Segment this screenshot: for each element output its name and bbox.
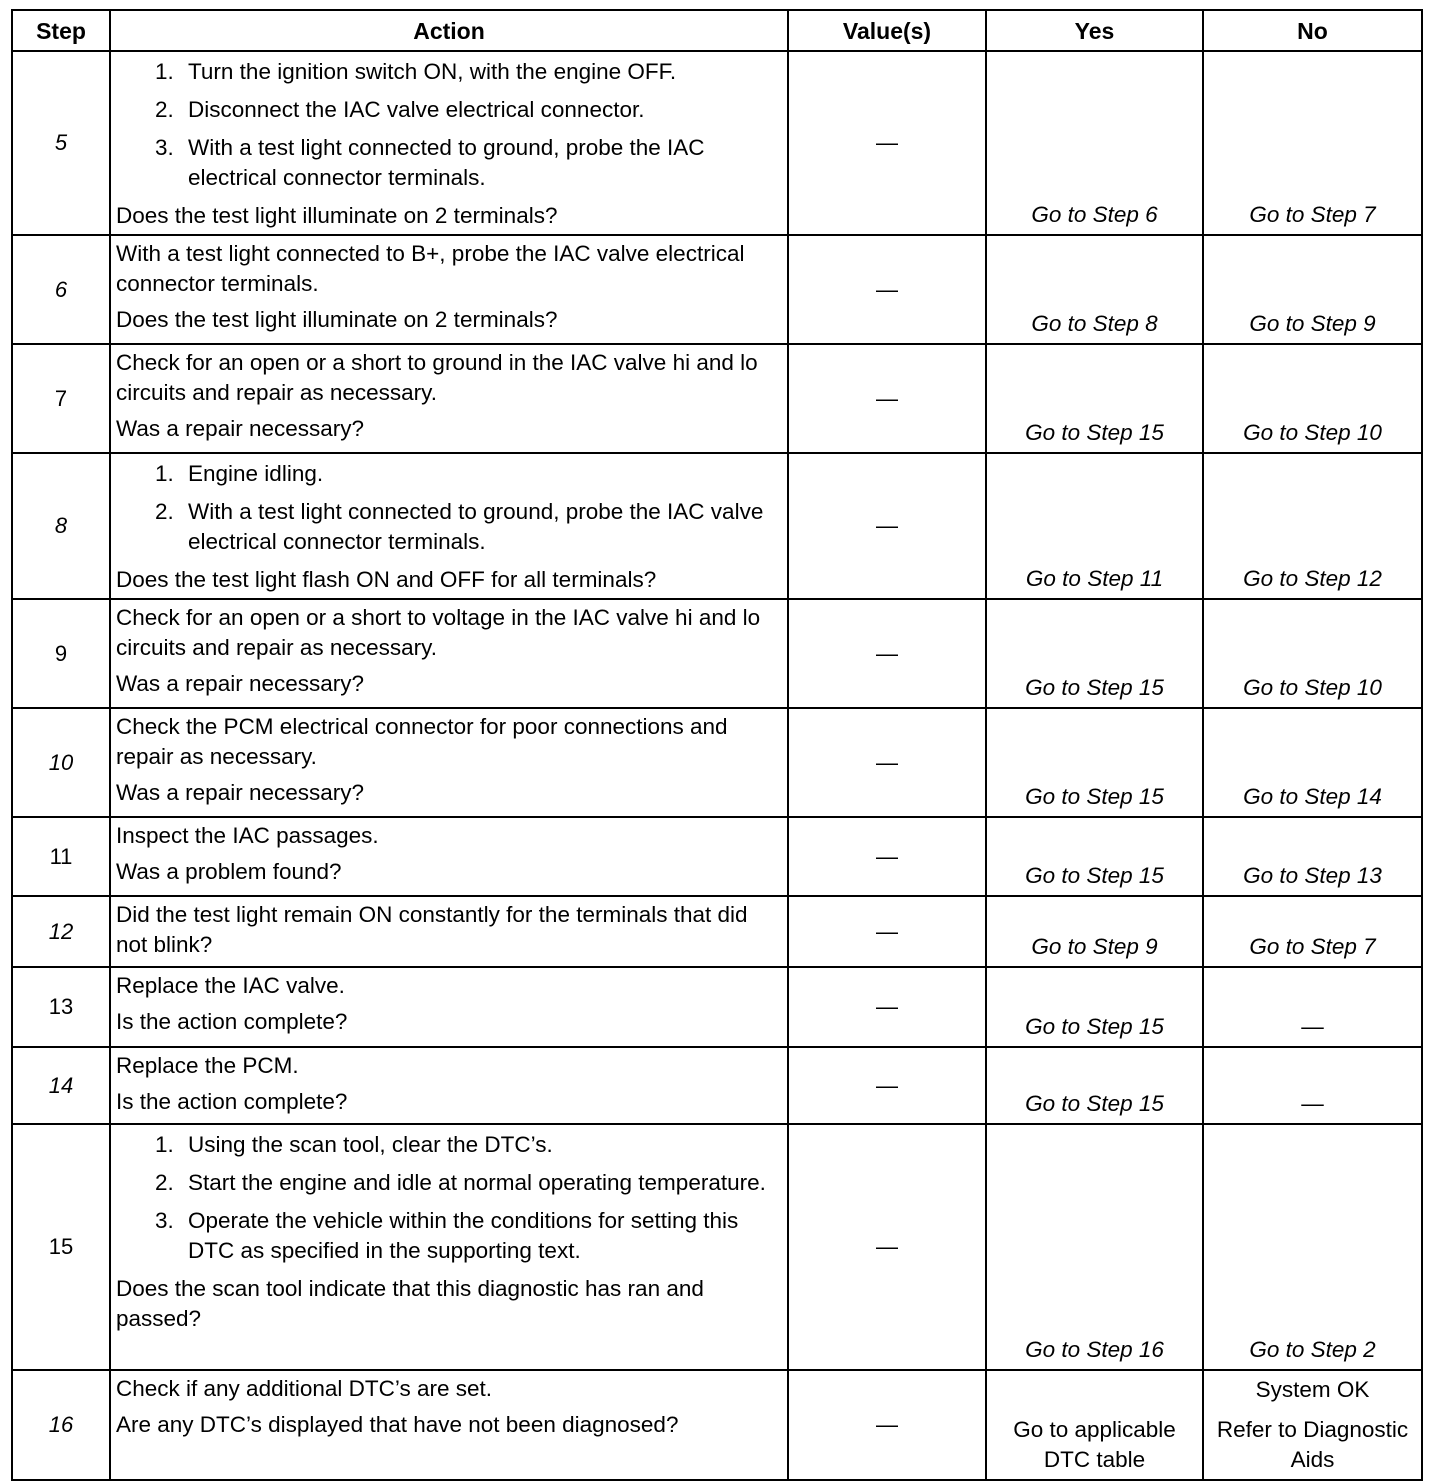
yes-cell: Go to Step 15: [986, 708, 1203, 817]
step-number: 11: [12, 817, 110, 896]
value-cell: —: [788, 453, 986, 599]
no-status: System OK: [1255, 1377, 1370, 1402]
no-cell: Go to Step 9: [1203, 235, 1422, 344]
no-cell: Go to Step 13: [1203, 817, 1422, 896]
action-question: Is the action complete?: [116, 1089, 348, 1114]
table-row: [12, 896, 1422, 967]
table-row: [12, 51, 1422, 235]
action-step: 2. With a test light connected to ground, probe the IAC valve electrical connector terminals.: [180, 497, 781, 557]
no-text: Refer to Diagnostic Aids: [1216, 1417, 1409, 1472]
yes-cell: Go to Step 15: [986, 344, 1203, 453]
action-cell: [110, 708, 788, 817]
step-number: 8: [12, 453, 110, 599]
action-cell: [110, 344, 788, 453]
action-cell: [110, 51, 788, 235]
yes-cell: [986, 1370, 1203, 1480]
action-text: Check for an open or a short to voltage in the IAC valve hi and lo circuits and repair as necessary.: [116, 605, 761, 660]
action-cell: [110, 453, 788, 599]
yes-cell: Go to Step 16: [986, 1124, 1203, 1370]
action-question: Does the test light illuminate on 2 terminals?: [116, 203, 558, 228]
yes-cell: Go to Step 6: [986, 51, 1203, 235]
step-number: 6: [12, 235, 110, 344]
table-row: [12, 599, 1422, 708]
action-cell: [110, 1047, 788, 1124]
header-no: No: [1203, 10, 1422, 51]
value-cell: —: [788, 1047, 986, 1124]
table-row: [12, 344, 1422, 453]
no-cell: Go to Step 7: [1203, 51, 1422, 235]
yes-cell: Go to Step 15: [986, 599, 1203, 708]
value-cell: —: [788, 1124, 986, 1370]
diagnostic-table: [11, 9, 1423, 1481]
action-step: 1. Engine idling.: [180, 459, 781, 489]
step-number: 13: [12, 967, 110, 1047]
action-text: Replace the PCM.: [116, 1053, 299, 1078]
yes-text: Go to applicable DTC table: [1013, 1417, 1176, 1472]
table-row: [12, 453, 1422, 599]
value-cell: —: [788, 235, 986, 344]
yes-cell: Go to Step 15: [986, 817, 1203, 896]
action-question: Was a problem found?: [116, 859, 342, 884]
action-cell: [110, 599, 788, 708]
yes-cell: Go to Step 8: [986, 235, 1203, 344]
action-step: 1. Turn the ignition switch ON, with the engine OFF.: [180, 57, 781, 87]
value-cell: —: [788, 51, 986, 235]
yes-cell: Go to Step 9: [986, 896, 1203, 967]
action-question: Is the action complete?: [116, 1009, 348, 1034]
table-row: [12, 967, 1422, 1047]
action-step: 2. Start the engine and idle at normal operating temperature.: [180, 1168, 781, 1198]
no-cell: —: [1203, 967, 1422, 1047]
step-number: 7: [12, 344, 110, 453]
action-question: Does the scan tool indicate that this diagnostic has ran and passed?: [116, 1276, 704, 1331]
action-question: Was a repair necessary?: [116, 780, 365, 805]
action-text: With a test light connected to B+, probe the IAC valve electrical connector terminals.: [116, 241, 745, 296]
table-row: [12, 817, 1422, 896]
yes-cell: Go to Step 15: [986, 1047, 1203, 1124]
action-question: Does the test light illuminate on 2 terminals?: [116, 307, 558, 332]
value-cell: —: [788, 708, 986, 817]
action-cell: [110, 817, 788, 896]
action-question: Are any DTC’s displayed that have not been diagnosed?: [116, 1412, 679, 1437]
value-cell: —: [788, 1370, 986, 1480]
header-row: [12, 10, 1422, 51]
action-text: Check if any additional DTC’s are set.: [116, 1376, 493, 1401]
action-step: 3. Operate the vehicle within the conditions for setting this DTC as specified in the supporting text.: [180, 1206, 781, 1266]
value-cell: —: [788, 967, 986, 1047]
action-cell: [110, 1370, 788, 1480]
action-step: 1. Using the scan tool, clear the DTC’s.: [180, 1130, 781, 1160]
step-number: 12: [12, 896, 110, 967]
action-steps: [116, 1130, 781, 1266]
step-number: 14: [12, 1047, 110, 1124]
action-cell: [110, 235, 788, 344]
no-cell: Go to Step 10: [1203, 599, 1422, 708]
action-question: Was a repair necessary?: [116, 416, 365, 441]
no-cell: Go to Step 7: [1203, 896, 1422, 967]
step-number: 15: [12, 1124, 110, 1370]
no-cell: Go to Step 2: [1203, 1124, 1422, 1370]
step-number: 5: [12, 51, 110, 235]
action-cell: [110, 967, 788, 1047]
step-number: 9: [12, 599, 110, 708]
yes-cell: Go to Step 15: [986, 967, 1203, 1047]
value-cell: —: [788, 896, 986, 967]
action-cell: [110, 1124, 788, 1370]
action-cell: [110, 896, 788, 967]
action-step: 2. Disconnect the IAC valve electrical connector.: [180, 95, 781, 125]
no-cell: Go to Step 14: [1203, 708, 1422, 817]
step-number: 16: [12, 1370, 110, 1480]
no-cell: Go to Step 10: [1203, 344, 1422, 453]
action-steps: [116, 459, 781, 557]
action-steps: [116, 57, 781, 193]
no-cell: —: [1203, 1047, 1422, 1124]
action-step: 3. With a test light connected to ground, probe the IAC electrical connector terminals.: [180, 133, 781, 193]
table-row: [12, 235, 1422, 344]
header-step: Step: [12, 10, 110, 51]
no-cell: [1203, 1370, 1422, 1480]
table-row: [12, 1047, 1422, 1124]
table-row: [12, 708, 1422, 817]
action-text: Check the PCM electrical connector for poor connections and repair as necessary.: [116, 714, 728, 769]
action-text: Inspect the IAC passages.: [116, 823, 379, 848]
action-question: Does the test light flash ON and OFF for all terminals?: [116, 567, 657, 592]
action-question: Was a repair necessary?: [116, 671, 365, 696]
no-cell: Go to Step 12: [1203, 453, 1422, 599]
yes-cell: Go to Step 11: [986, 453, 1203, 599]
action-text: Replace the IAC valve.: [116, 973, 345, 998]
value-cell: —: [788, 599, 986, 708]
value-cell: —: [788, 344, 986, 453]
header-action: Action: [110, 10, 788, 51]
step-number: 10: [12, 708, 110, 817]
header-yes: Yes: [986, 10, 1203, 51]
action-text: Did the test light remain ON constantly for the terminals that did not blink?: [116, 902, 748, 957]
header-values: Value(s): [788, 10, 986, 51]
table-row: [12, 1124, 1422, 1370]
table-row: [12, 1370, 1422, 1480]
value-cell: —: [788, 817, 986, 896]
action-text: Check for an open or a short to ground in the IAC valve hi and lo circuits and repair as necessary.: [116, 350, 758, 405]
